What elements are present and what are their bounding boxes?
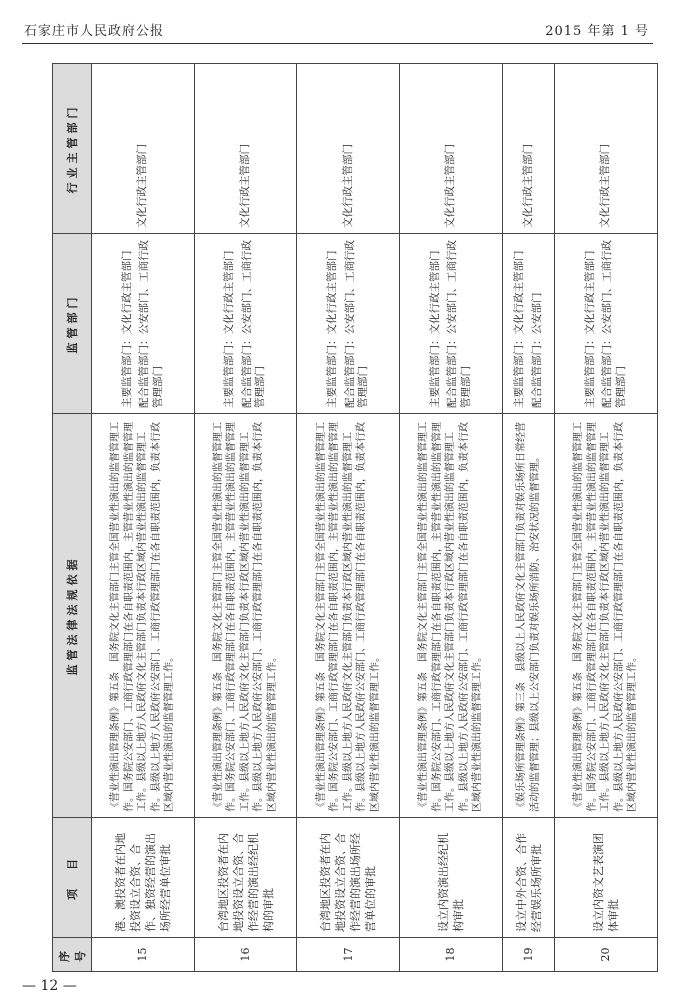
row-industry-authority: 文化行政主管部门 [194, 64, 297, 234]
row-legal-basis: 《营业性演出管理条例》第五条 国务院文化主管部门主管全国营业性演出的监督管理工作。国务院公安部门、工商行政管理部门在各自职责范围内，主管营业性演出的监督管理工作。县级以上地方人民政府文化主管部门负责本行政区域内营业性演出的监督管理工作。县级以上地方人民政府公安部门、工商行政管理部门在各自职责范围内，负责本行政区域内营业性演出的监督管理工作。 [400, 414, 503, 818]
primary-supervisor: 主要监管部门：文化行政主管部门 [326, 250, 339, 408]
page-number: — 12 — [22, 978, 77, 994]
row-item: 设立内资文艺表演团体审批 [555, 818, 658, 938]
row-legal-basis: 《营业性演出管理条例》第五条 国务院文化主管部门主管全国营业性演出的监督管理工作。国务院公安部门、工商行政管理部门在各自职责范围内，主管营业性演出的监督管理工作。县级以上地方人民政府文化主管部门负责本行政区域内营业性演出的监督管理工作。县级以上地方人民政府公安部门、工商行政管理部门在各自职责范围内，负责本行政区域内营业性演出的监督管理工作。 [297, 414, 400, 818]
row-number: 19 [502, 938, 554, 972]
row-item: 台湾地区投资者在内地投资设立合资、合作经营的演出场所经营单位的审批 [297, 818, 400, 938]
primary-supervisor: 主要监管部门：文化行政主管部门 [223, 250, 236, 408]
primary-supervisor: 主要监管部门：文化行政主管部门 [513, 250, 526, 408]
cooperating-supervisor: 配合监管部门：公安部门、工商行政管理部门 [343, 240, 370, 408]
primary-supervisor: 主要监管部门：文化行政主管部门 [428, 250, 441, 408]
cooperating-supervisor: 配合监管部门：公安部门 [530, 292, 543, 408]
row-industry-authority: 文化行政主管部门 [502, 64, 554, 234]
rotated-table-container [52, 64, 658, 972]
col-header-legal-basis: 监管法律法规依据 [53, 414, 92, 818]
table-row [297, 64, 400, 972]
row-supervisor [400, 234, 503, 414]
col-header-number: 序号 [53, 938, 92, 972]
issue-number: 2015 年第 1 号 [545, 24, 649, 39]
primary-supervisor: 主要监管部门：文化行政主管部门 [583, 250, 596, 408]
row-legal-basis: 《营业性演出管理条例》第五条 国务院文化主管部门主管全国营业性演出的监督管理工作。国务院公安部门、工商行政管理部门在各自职责范围内，主管营业性演出的监督管理工作。县级以上地方人民政府文化主管部门负责本行政区域内营业性演出的监督管理工作。县级以上地方人民政府公安部门、工商行政管理部门在各自职责范围内，负责本行政区域内营业性演出的监督管理工作。 [92, 414, 195, 818]
publication-title: 石家庄市人民政府公报 [24, 24, 165, 39]
row-industry-authority: 文化行政主管部门 [297, 64, 400, 234]
row-item: 台湾地区投资者在内地投资设立合资、合作经营的演出经纪机构的审批 [194, 818, 297, 938]
table-row [92, 64, 195, 972]
row-supervisor [92, 234, 195, 414]
primary-supervisor: 主要监管部门：文化行政主管部门 [120, 250, 133, 408]
row-supervisor [194, 234, 297, 414]
row-supervisor [297, 234, 400, 414]
header-divider [22, 43, 653, 44]
row-item: 设立中外合资、合作经营娱乐场所审批 [502, 818, 554, 938]
col-header-item: 项 目 [53, 818, 92, 938]
row-legal-basis: 《营业性演出管理条例》第五条 国务院文化主管部门主管全国营业性演出的监督管理工作。国务院公安部门、工商行政管理部门在各自职责范围内，主管营业性演出的监督管理工作。县级以上地方人民政府文化主管部门负责本行政区域内营业性演出的监督管理工作。县级以上地方人民政府公安部门、工商行政管理部门在各自职责范围内，负责本行政区域内营业性演出的监督管理工作。 [194, 414, 297, 818]
row-item: 设立内资演出经纪机构审批 [400, 818, 503, 938]
col-header-supervisor: 监管部门 [53, 234, 92, 414]
row-item: 港、澳投资者在内地投资设立合资、合作、独资经营的演出场所经营单位审批 [92, 818, 195, 938]
row-industry-authority: 文化行政主管部门 [400, 64, 503, 234]
row-industry-authority: 文化行政主管部门 [92, 64, 195, 234]
table-row [400, 64, 503, 972]
row-number: 15 [92, 938, 195, 972]
row-industry-authority: 文化行政主管部门 [555, 64, 658, 234]
row-legal-basis: 《营业性演出管理条例》第五条 国务院文化主管部门主管全国营业性演出的监督管理工作。国务院公安部门、工商行政管理部门在各自职责范围内，主管营业性演出的监督管理工作。县级以上地方人民政府文化主管部门负责本行政区域内营业性演出的监督管理工作。县级以上地方人民政府公安部门、工商行政管理部门在各自职责范围内，负责本行政区域内营业性演出的监督管理工作。 [555, 414, 658, 818]
row-supervisor [555, 234, 658, 414]
row-number: 20 [555, 938, 658, 972]
cooperating-supervisor: 配合监管部门：公安部门、工商行政管理部门 [240, 240, 267, 408]
cooperating-supervisor: 配合监管部门：公安部门、工商行政管理部门 [601, 240, 627, 408]
row-legal-basis: 《娱乐场所管理条例》第三条 县级以上人民政府文化主管部门负责对娱乐场所日常经营活动的监督管理；县级以上公安部门负责对娱乐场所消防、治安状况的监督管理。 [502, 414, 554, 818]
table-header-row [53, 64, 92, 972]
table-row [555, 64, 658, 972]
row-supervisor [502, 234, 554, 414]
cooperating-supervisor: 配合监管部门：公安部门、工商行政管理部门 [446, 240, 472, 408]
row-number: 16 [194, 938, 297, 972]
cooperating-supervisor: 配合监管部门：公安部门、工商行政管理部门 [138, 240, 164, 408]
table-row [502, 64, 554, 972]
row-number: 18 [400, 938, 503, 972]
table-row [194, 64, 297, 972]
page-header [0, 0, 675, 48]
col-header-industry-authority: 行业主管部门 [53, 64, 92, 234]
supervision-table [52, 63, 658, 972]
row-number: 17 [297, 938, 400, 972]
